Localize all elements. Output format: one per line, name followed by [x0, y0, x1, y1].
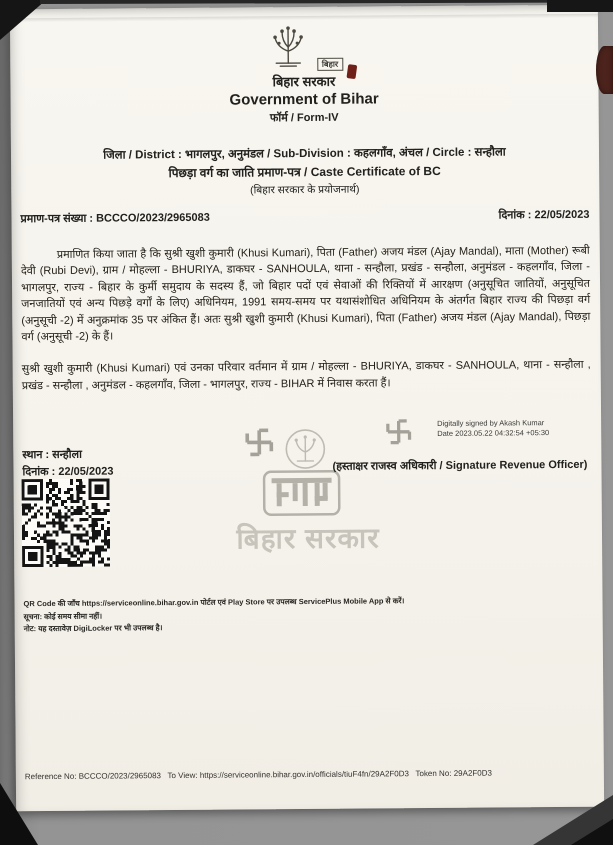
tree-emblem-icon — [264, 23, 312, 67]
signature-caption: (हस्ताक्षर राजस्व अधिकारी / Signature Revenue Officer) — [332, 458, 588, 473]
watermark-text: बिहार सरकार — [236, 522, 380, 555]
digital-signature-line2: Date 2023.05.22 04:32:54 +05:30 — [437, 428, 550, 438]
swastika-icon — [385, 418, 412, 445]
digital-signature-note — [437, 418, 549, 439]
scan-artifact-corner-top-right — [547, 0, 613, 12]
date-line: दिनांक : 22/05/2023 — [22, 465, 114, 479]
reference-line: Reference No: BCCCO/2023/2965083 To View: https://serviceonline.bihar.gov.in/officials/tiuF4fn/29A2F0D3 Token No: 29A2F0D3 — [24, 768, 493, 782]
issue-date: दिनांक : 22/05/2023 — [498, 208, 590, 222]
certificate-subtitle: (बिहार सरकार के प्रयोजनार्थ) — [250, 183, 360, 197]
body-paragraph-2: सुश्री खुशी कुमारी (Khusi Kumari) एवं उनका परिवार वर्तमान में ग्राम / मोहल्ला - BHURIYA, डाकघर - SANHOULA, थाना - सन्हौला , प्रखंड - सन्हौला , अनुमंडल - कहलगाँव, जिला - भागलपुर, राज्य - BIHAR में निवास करता हैं। — [21, 359, 591, 393]
digital-signature-line1: Digitally signed by Akash Kumar — [437, 418, 545, 428]
emblem-circle-icon — [284, 428, 326, 470]
red-ink-mark — [346, 64, 357, 79]
state-name-english: Government of Bihar — [229, 90, 379, 109]
footer-notes — [23, 595, 404, 635]
form-number: फॉर्म / Form-IV — [269, 111, 339, 125]
place-line: स्थान : सन्हौला — [22, 448, 82, 462]
state-name-hindi: बिहार सरकार — [272, 73, 336, 90]
body-paragraph-1: प्रमाणित किया जाता है कि सुश्री खुशी कुमारी (Khusi Kumari), पिता (Father) अजय मंडल (Ajay Mandal), माता (Mother) रूबी देवी (Rubi Devi), ग्राम / मोहल्ला - BHURIYA, डाकघर - SANHOULA, थाना - सन्हौला, प्रखंड - सन्हौला, अनुमंडल - कहलगाँव, जिला - भागलपुर, राज्य - बिहार के कुर्मी समुदाय के सदस्य हैं, जो बिहार पदों एवं सेवाओं की रिक्तियों में आरक्षण (अनुसूचित जातियों, अनुसूचित जनजातियों एवं अन्य पिछड़े वर्गों के लिए) अधिनियम, 1991 समय-समय पर यथासंशोधित अधिनियम के अंतर्गत बिहार राज्य की पिछड़ा वर्ग (अनुसूची -2) में अनुक्रमांक 35 पर अंकित हैं। अतः सुश्री खुशी कुमारी (Khusi Kumari), पिता (Father) अजय मंडल (Ajay Mandal), पिछड़ा वर्ग (अनुसूची -2) के हैं। — [20, 244, 591, 344]
swastika-icon — [244, 427, 274, 457]
scan-artifact-top-edge — [40, 0, 613, 4]
footer-note: सूचना: कोई समय सीमा नहीं। — [23, 611, 103, 621]
certificate-header — [19, 19, 589, 127]
certificate-number: प्रमाण-पत्र संख्या : BCCCO/2023/2965083 — [20, 211, 210, 226]
certificate-title: पिछड़ा वर्ग का जाति प्रमाण-पत्र / Caste Certificate of BC — [168, 163, 441, 181]
qr-code — [22, 479, 111, 568]
certificate-meta-row — [20, 207, 589, 226]
logo-caption: बिहार — [317, 58, 343, 71]
footer-note: नोट: यह दस्तावेज़ DigiLocker पर भी उपलब्ध है। — [23, 623, 163, 634]
district-line: जिला / District : भागलपुर, अनुमंडल / Sub-Division : कहलगाँव, अंचल / Circle : सन्हौला — [103, 146, 506, 162]
bihar-government-logo — [264, 23, 343, 72]
footer-note: QR Code की जाँच https://serviceonline.bihar.gov.in पोर्टल एवं Play Store पर उपलब्ध ServicePlus Mobile App से करें। — [23, 596, 405, 609]
certificate-page — [10, 5, 604, 812]
jaap-seal-watermark — [262, 470, 340, 517]
scan-artifact-ink-blot — [596, 46, 613, 94]
